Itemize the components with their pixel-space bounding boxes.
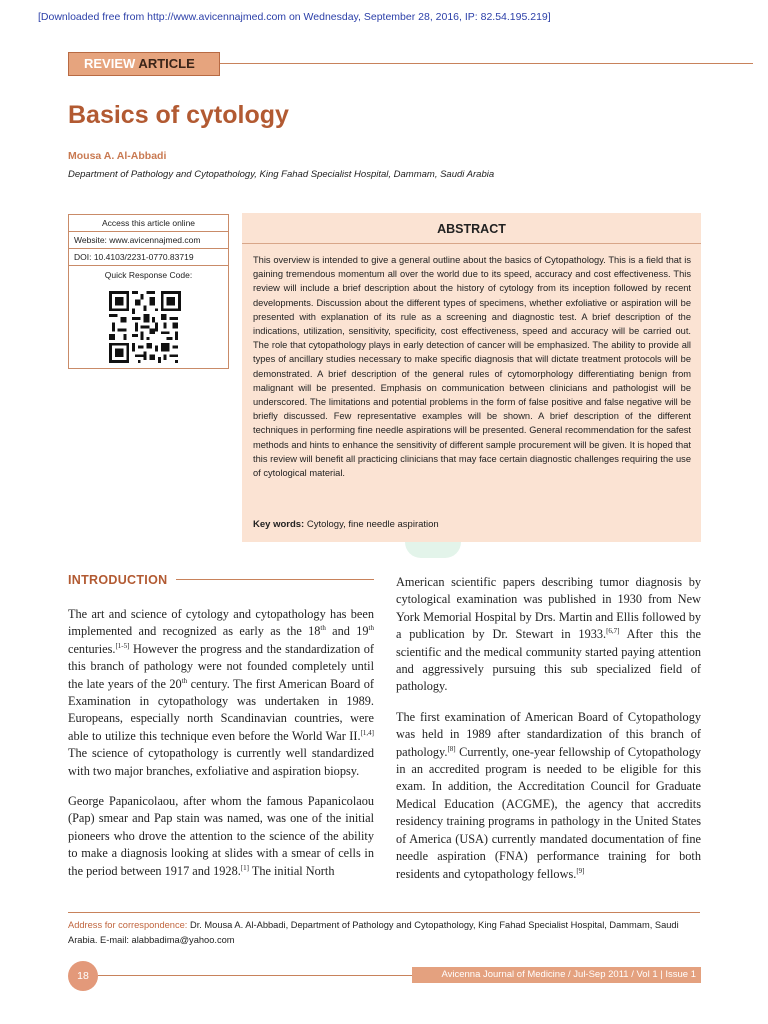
intro-paragraph-1: The art and science of cytology and cytopathology has been implemented and recognized as early as the 18th and 19th centuries.[1-5] However the progress and the standardization of this branch of pathology were not founded completely until the late years of the 20th century. The first American Board of Examination in cytopathology was undertaken in 1989. Europeans, especially north Scandinavian countries, were able to utilize this technique even before the World War II.[1,4] The science of cytopathology is currently well standardized with two major branches, exfoliative and aspiration biopsy. <box>68 607 374 778</box>
article-type-tag <box>68 52 220 76</box>
citation-ref[interactable]: [1-5] <box>115 641 130 650</box>
introduction-heading: INTRODUCTION <box>68 573 168 587</box>
download-banner: [Downloaded free from http://www.avicennajmed.com on Wednesday, September 28, 2016, IP: 82.54.195.219] <box>38 11 551 23</box>
introduction-rule <box>176 579 374 580</box>
correspondence-rule <box>68 912 700 913</box>
author-name: Mousa A. Al-Abbadi <box>68 150 167 162</box>
abstract-heading: ABSTRACT <box>242 213 701 244</box>
superscript: th <box>181 676 188 685</box>
intro-paragraph-3: American scientific papers describing tumor diagnosis by cytological examination was published in 1930 from New York Memorial Hospital by Drs. Martin and Ellis followed by a publication by Dr. Stewart in 1933.[6,7] After this the scientific and the medical community started paying attention and aggressively pursuing this sub specialized field of pathology. <box>396 575 701 694</box>
correspondence-address <box>68 918 708 948</box>
citation-ref[interactable]: [1,4] <box>360 728 374 737</box>
correspondence-text: Dr. Mousa A. Al-Abbadi, Department of Pathology and Cytopathology, King Fahad Specialist Hospital, Dammam, Saudi Arabia. E-mail: alabbadima@yahoo.com <box>68 920 679 945</box>
article-title: Basics of cytology <box>68 101 289 129</box>
access-doi[interactable]: DOI: 10.4103/2231-0770.83719 <box>69 249 228 266</box>
citation-ref[interactable]: [1] <box>240 863 249 872</box>
article-type-word2: ARTICLE <box>135 56 195 71</box>
keywords-label: Key words: <box>253 519 305 530</box>
author-affiliation: Department of Pathology and Cytopathology, King Fahad Specialist Hospital, Dammam, Saudi Arabia <box>68 169 495 180</box>
access-online-box <box>68 214 229 369</box>
body-column-right <box>396 574 701 896</box>
watermark-logo <box>405 542 461 558</box>
superscript: th <box>320 624 326 633</box>
superscript: th <box>368 624 374 633</box>
abstract-box <box>242 213 701 542</box>
journal-citation: Avicenna Journal of Medicine / Jul-Sep 2011 / Vol 1 | Issue 1 <box>412 967 701 983</box>
abstract-text: This overview is intended to give a general outline about the basics of Cytopathology. This is a field that is gaining tremendous momentum all over the world due to its speed, accuracy and cost effectiveness. This review will include a brief description about the history of cytology from its inception followed by recent developments. Discussion about the different types of specimens, whether exfoliative or aspiration will be presented with explanation of its rule as a screening and diagnostic test. A brief description of the indications, utilization, sensitivity, specificity, cost effectiveness, speed and accuracy will be carried out. The role that cytopathology plays in early detection of cancer will be emphasized. The ability to provide all types of ancillary studies necessary to make specific diagnosis that will dictate treatment protocols will be demonstrated. A brief description of the general rules of cytomorphology differentiating benign from malignant will be presented. Emphasis on communication between clinicians and pathologist will be underscored. The limitations and potential problems in the form of false positive and false negative will be briefly discussed. Few representative examples will be shown. A brief description of the different techniques in performing fine needle aspirations will be presented. General recommendation for the safest methods and hints to enhance the sensitivity of different sample procurement will be given. It is hoped that this review will benefit all practicing clinicians that may face certain diagnostic challenges requiring the use of cytological material. <box>253 255 691 479</box>
keywords-value: Cytology, fine needle aspiration <box>304 519 439 530</box>
citation-ref[interactable]: [9] <box>576 866 585 875</box>
access-heading: Access this article online <box>69 215 228 232</box>
body-column-left <box>68 606 374 893</box>
intro-paragraph-4: The first examination of American Board of Cytopathology was held in 1989 after standardization of this branch of pathology.[8] Currently, one-year fellowship of Cytopathology in an accredited program is needed to be eligible for this exam. In addition, the Accreditation Council for Graduate Medical Education (ACGME), the agency that accredits residency training programs in pathology in the United States of America (USA) currently mandated documentation of fine needle aspiration (FNA) performance training for both residents and cytopathology fellows.[9] <box>396 709 701 881</box>
citation-ref[interactable]: [8] <box>447 744 456 753</box>
citation-ref[interactable]: [6,7] <box>606 627 620 636</box>
correspondence-label: Address for correspondence: <box>68 920 188 930</box>
intro-paragraph-2: George Papanicolaou, after whom the famous Papanicolaou (Pap) smear and Pap stain was named, was one of the initial pioneers who drove the attention to the science of the ability to make a diagnosis looking at slides with a smear of cells in the period between 1917 and 1928.[1] The initial North <box>68 794 374 878</box>
access-website[interactable]: Website: www.avicennajmed.com <box>69 232 228 249</box>
qr-label: Quick Response Code: <box>104 270 193 280</box>
qr-code-icon <box>109 291 181 363</box>
keywords <box>253 519 439 530</box>
page-number-badge: 18 <box>68 961 98 991</box>
article-type-word1: REVIEW <box>84 56 136 71</box>
